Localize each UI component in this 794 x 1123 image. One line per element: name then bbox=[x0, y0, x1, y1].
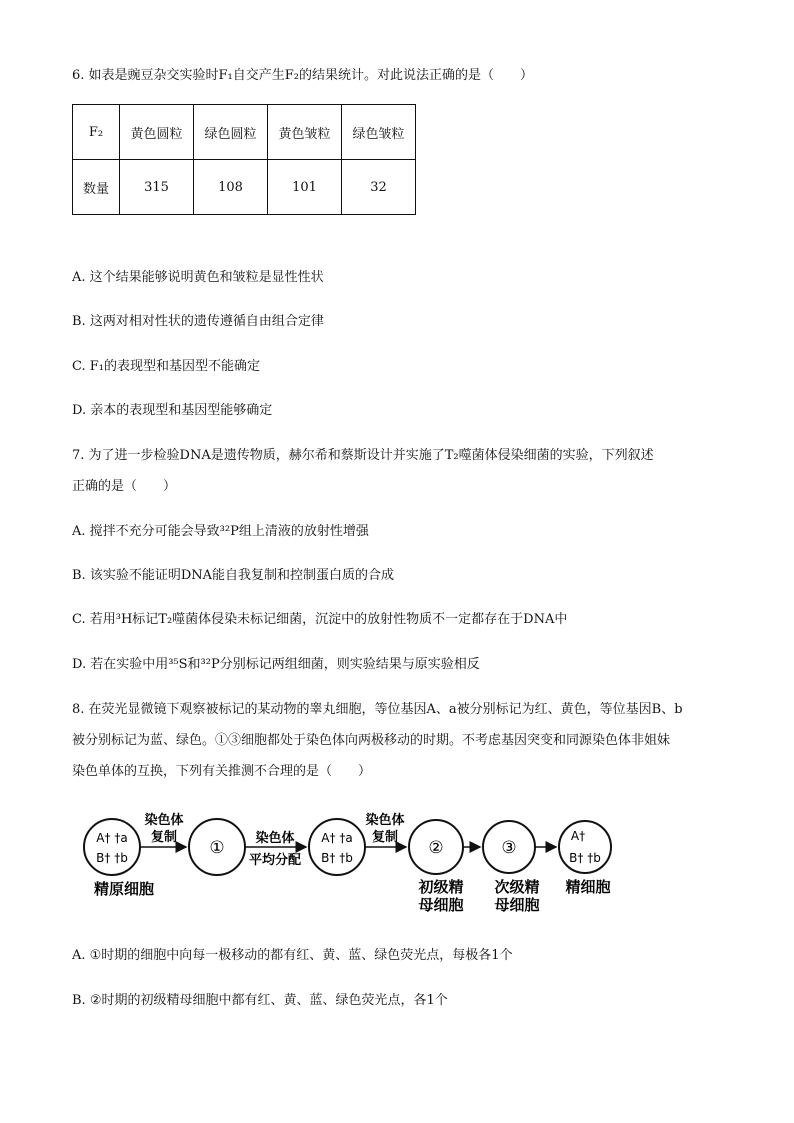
circle-3-label: ③ bbox=[501, 838, 517, 858]
table-cell: 108 bbox=[194, 160, 268, 215]
table-cell: F₂ bbox=[73, 105, 120, 160]
label-spermatogonium: 精原细胞 bbox=[93, 880, 155, 898]
q7-stem-line2: 正确的是（ ） bbox=[72, 479, 177, 494]
q8-option-b: B. ②时期的初级精母细胞中都有红、黄、蓝、绿色荧光点，各1个 bbox=[72, 993, 448, 1008]
q7-option-a: A. 搅拌不充分可能会导致³²P组上清液的放射性增强 bbox=[72, 524, 369, 539]
arrow3-label-top: 染色体 bbox=[365, 813, 405, 828]
table-cell: 黄色皱粒 bbox=[268, 105, 342, 160]
table-cell: 32 bbox=[342, 160, 416, 215]
arrow1-label-bottom: 复制 bbox=[150, 830, 178, 845]
q6-stem: 6. 如表是豌豆杂交实验时F₁自交产生F₂的结果统计。对此说法正确的是（ ） bbox=[72, 68, 533, 83]
q8-stem-line3: 染色单体的互换，下列有关推测不合理的是（ ） bbox=[72, 764, 372, 779]
q7-option-c: C. 若用³H标记T₂噬菌体侵染未标记细菌，沉淀中的放射性物质不一定都存在于DNA中 bbox=[72, 612, 568, 627]
q6-option-c: C. F₁的表现型和基因型不能确定 bbox=[72, 359, 260, 374]
sperm-genes-bottom: B† †b bbox=[569, 851, 601, 865]
label-primary-bottom: 母细胞 bbox=[418, 896, 464, 914]
q8-option-a: A. ①时期的细胞中向每一极移动的都有红、黄、蓝、绿色荧光点，每极各1个 bbox=[72, 948, 513, 963]
q6-option-d: D. 亲本的表现型和基因型能够确定 bbox=[72, 403, 273, 418]
q8-stem-line2: 被分别标记为蓝、绿色。①③细胞都处于染色体向两极移动的时期。不考虑基因突变和同源染色体非姐妹 bbox=[72, 733, 671, 748]
arrow2-label-bottom: 平均分配 bbox=[248, 853, 302, 868]
cell-duplicated-genes-top: A† †a bbox=[321, 831, 353, 845]
arrow3-label-bottom: 复制 bbox=[371, 830, 399, 845]
sperm-genes-top: A† bbox=[570, 829, 586, 843]
q7-option-b: B. 该实验不能证明DNA能自我复制和控制蛋白质的合成 bbox=[72, 568, 395, 583]
spermatogonium-genes-bottom: B† †b bbox=[96, 851, 128, 865]
table-cell: 315 bbox=[120, 160, 194, 215]
label-sperm: 精细胞 bbox=[565, 878, 611, 896]
spermatogonium-circle bbox=[84, 819, 140, 875]
cell-duplicated-genes-bottom: B† †b bbox=[321, 851, 353, 865]
table-header-row bbox=[73, 105, 416, 160]
label-secondary-top: 次级精 bbox=[494, 878, 540, 896]
spermatogenesis-diagram bbox=[80, 802, 620, 922]
q6-option-a: A. 这个结果能够说明黄色和皱粒是显性性状 bbox=[72, 270, 324, 285]
table-row bbox=[73, 160, 416, 215]
q8-stem-line1: 8. 在荧光显微镜下观察被标记的某动物的睾丸细胞，等位基因A、a被分别标记为红、黄色，等位基因B、b bbox=[72, 702, 683, 717]
table-cell: 黄色圆粒 bbox=[120, 105, 194, 160]
table-cell: 数量 bbox=[73, 160, 120, 215]
table-cell: 绿色圆粒 bbox=[194, 105, 268, 160]
table-cell: 绿色皱粒 bbox=[342, 105, 416, 160]
circle-2-label: ② bbox=[428, 838, 444, 858]
label-secondary-bottom: 母细胞 bbox=[494, 896, 540, 914]
q7-stem-line1: 7. 为了进一步检验DNA是遗传物质，赫尔希和蔡斯设计并实施了T₂噬菌体侵染细菌的实验，下列叙述 bbox=[72, 448, 654, 463]
table-cell: 101 bbox=[268, 160, 342, 215]
q6-option-b: B. 这两对相对性状的遗传遵循自由组合定律 bbox=[72, 314, 324, 329]
label-primary-top: 初级精 bbox=[418, 878, 464, 896]
arrow1-label-top: 染色体 bbox=[144, 813, 184, 828]
arrow2-label-top: 染色体 bbox=[255, 831, 295, 846]
f2-results-table bbox=[72, 104, 416, 215]
circle-1-label: ① bbox=[209, 838, 225, 858]
spermatogonium-genes-top: A† †a bbox=[96, 831, 128, 845]
cell-duplicated-circle bbox=[309, 819, 365, 875]
q7-option-d: D. 若在实验中用³⁵S和³²P分别标记两组细菌，则实验结果与原实验相反 bbox=[72, 657, 480, 672]
